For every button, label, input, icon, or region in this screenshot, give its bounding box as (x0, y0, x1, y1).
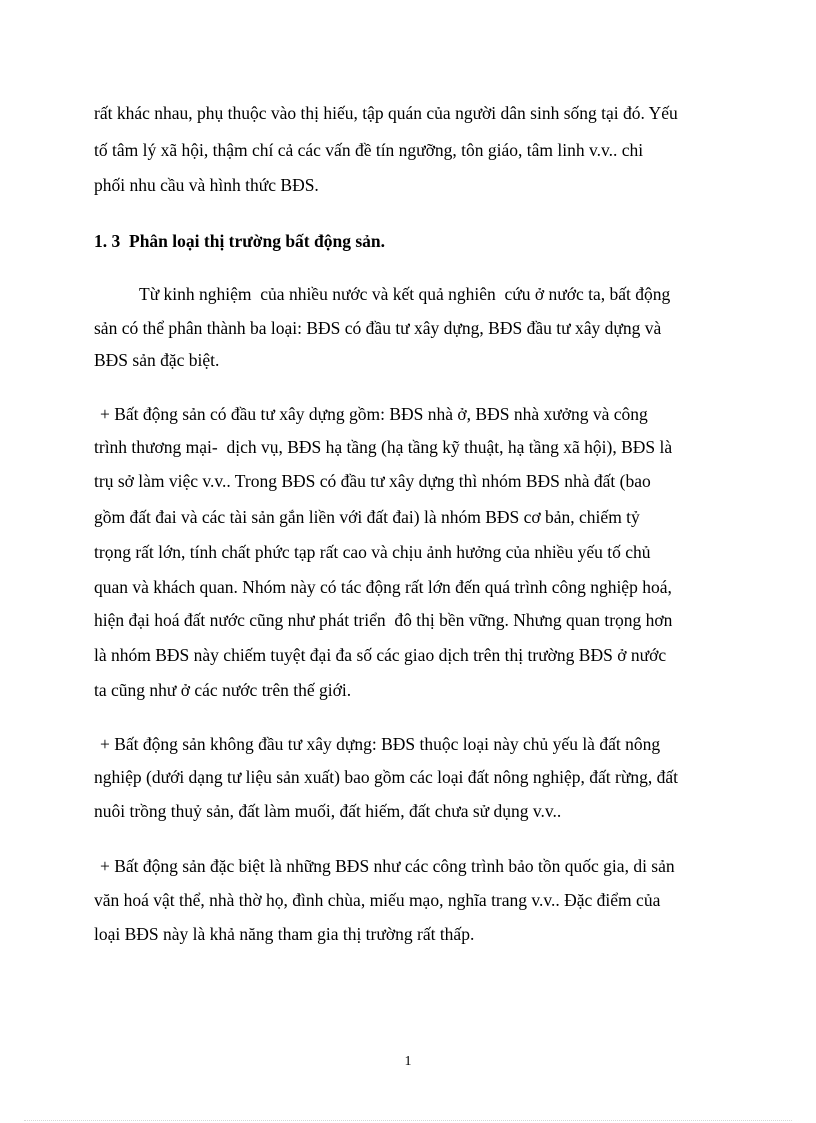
item2-line: + Bất động sản không đầu tư xây dựng: BĐS thuộc loại này chủ yếu là đất nông (100, 734, 661, 754)
page-number: 1 (404, 1054, 412, 1069)
intro-line: BĐS sản đặc biệt. (94, 350, 220, 370)
section-heading: 1. 3 Phân loại thị trường bất động sản. (94, 231, 386, 251)
item2-line: nuôi trồng thuỷ sản, đất làm muối, đất hiếm, đất chưa sử dụng v.v.. (94, 801, 562, 821)
item3-line: văn hoá vật thể, nhà thờ họ, đình chùa, miếu mạo, nghĩa trang v.v.. Đặc điểm của (94, 890, 661, 910)
item1-line: trình thương mại- dịch vụ, BĐS hạ tầng (hạ tầng kỹ thuật, hạ tầng xã hội), BĐS là (94, 437, 673, 457)
continuation-line: tố tâm lý xã hội, thậm chí cả các vấn đề tín ngưỡng, tôn giáo, tâm linh v.v.. chi (94, 140, 644, 160)
continuation-line: phối nhu cầu và hình thức BĐS. (94, 175, 319, 195)
item1-line: trọng rất lớn, tính chất phức tạp rất cao và chịu ảnh hưởng của nhiều yếu tố chủ (94, 542, 651, 562)
item1-line: hiện đại hoá đất nước cũng như phát triển đô thị bền vững. Nhưng quan trọng hơn (94, 610, 673, 630)
item2-line: nghiệp (dưới dạng tư liệu sản xuất) bao gồm các loại đất nông nghiệp, đất rừng, đất (94, 767, 678, 787)
item1-line: quan và khách quan. Nhóm này có tác động rất lớn đến quá trình công nghiệp hoá, (94, 577, 672, 597)
item3-line: loại BĐS này là khả năng tham gia thị trường rất thấp. (94, 924, 475, 944)
intro-line: sản có thể phân thành ba loại: BĐS có đầu tư xây dựng, BĐS đầu tư xây dựng và (94, 318, 662, 338)
page-bottom-border (24, 1120, 792, 1121)
item1-line: + Bất động sản có đầu tư xây dựng gồm: BĐS nhà ở, BĐS nhà xưởng và công (100, 404, 648, 424)
item1-line: ta cũng như ở các nước trên thế giới. (94, 680, 352, 700)
item3-line: + Bất động sản đặc biệt là những BĐS như các công trình bảo tồn quốc gia, di sản (100, 856, 675, 876)
item1-line: gồm đất đai và các tài sản gắn liền với đất đai) là nhóm BĐS cơ bản, chiếm tỷ (94, 507, 640, 527)
continuation-line: rất khác nhau, phụ thuộc vào thị hiếu, tập quán của người dân sinh sống tại đó. Yếu (94, 103, 678, 123)
intro-line: Từ kinh nghiệm của nhiều nước và kết quả nghiên cứu ở nước ta, bất động (139, 284, 671, 304)
item1-line: là nhóm BĐS này chiếm tuyệt đại đa số các giao dịch trên thị trường BĐS ở nước (94, 645, 667, 665)
item1-line: trụ sở làm việc v.v.. Trong BĐS có đầu tư xây dựng thì nhóm BĐS nhà đất (bao (94, 471, 651, 491)
